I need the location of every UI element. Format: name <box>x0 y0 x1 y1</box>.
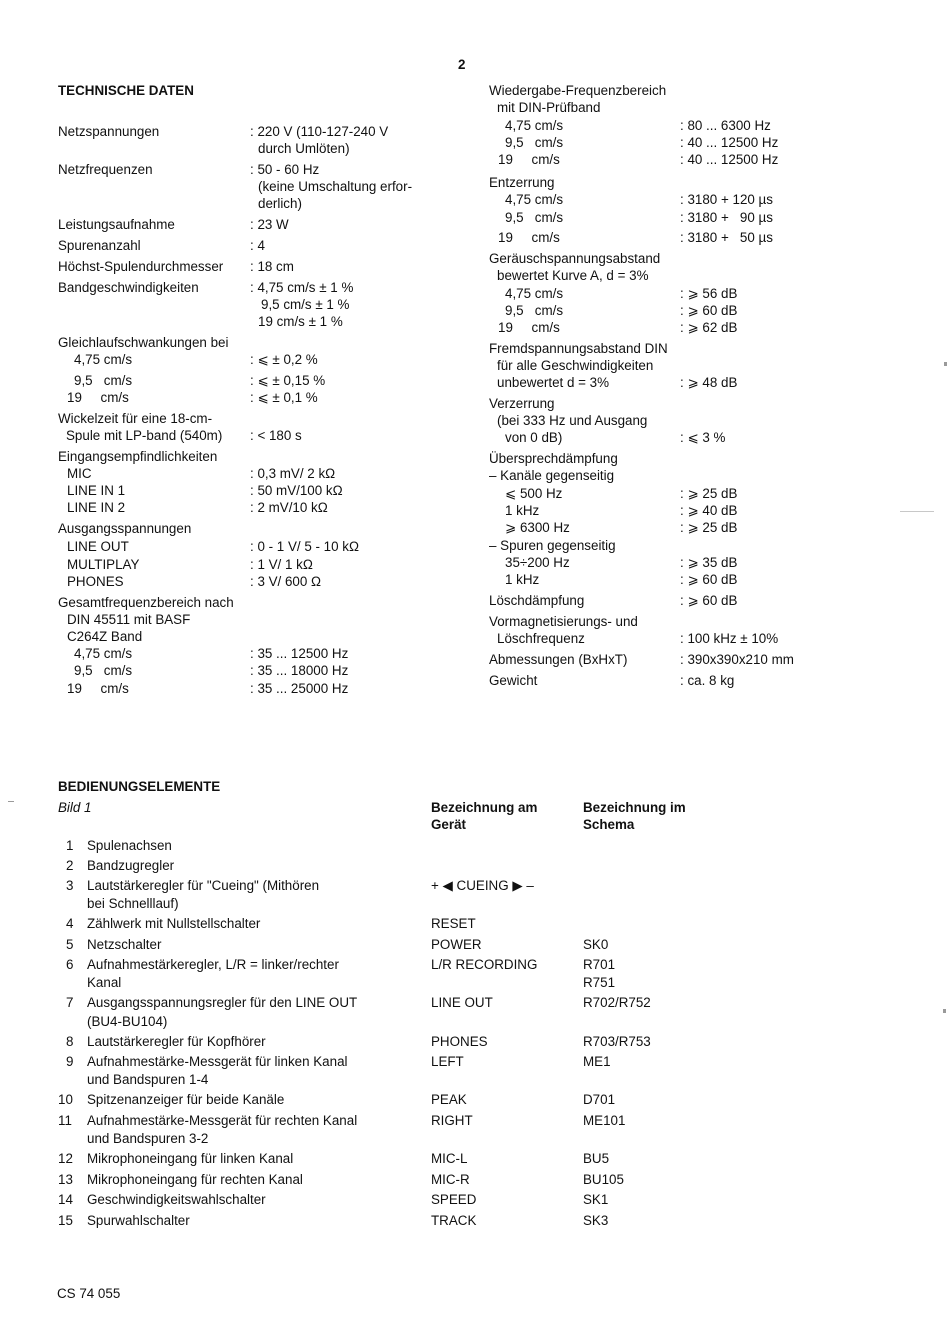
spec-label: – Kanäle gegenseitig <box>489 468 615 483</box>
item-schema-ref: R751 <box>583 975 616 990</box>
item-schema-ref: R703/R753 <box>583 1034 651 1049</box>
spec-label: ⩽ 500 Hz <box>505 486 563 501</box>
page-number: 2 <box>458 57 466 72</box>
item-schema-ref: SK1 <box>583 1192 609 1207</box>
item-description: Ausgangsspannungsregler für den LINE OUT <box>87 995 358 1010</box>
spec-label: LINE OUT <box>67 539 129 554</box>
spec-label: MULTIPLAY <box>67 557 140 572</box>
item-description: Aufnahmestärkeregler, L/R = linker/rechter <box>87 957 339 972</box>
spec-label: Wickelzeit für eine 18-cm- <box>58 411 213 426</box>
spec-value: 9,5 cm/s ± 1 % <box>261 297 350 312</box>
spec-value: : ⩾ 56 dB <box>680 286 738 301</box>
item-description: Mikrophoneingang für linken Kanal <box>87 1151 294 1166</box>
item-description: Lautstärkeregler für Kopfhörer <box>87 1034 266 1049</box>
spec-label: Übersprechdämpfung <box>489 451 618 466</box>
spec-label: DIN 45511 mit BASF <box>67 612 191 627</box>
spec-value: : ⩾ 48 dB <box>680 375 738 390</box>
spec-value: : 18 cm <box>250 259 294 274</box>
spec-value: : 80 ... 6300 Hz <box>680 118 771 133</box>
item-number: 6 <box>66 957 74 972</box>
spec-label: Wiedergabe-Frequenzbereich <box>489 83 667 98</box>
controls-heading: BEDIENUNGSELEMENTE <box>58 779 221 794</box>
spec-value: : ⩽ ± 0,1 % <box>250 390 318 405</box>
spec-label: Verzerrung <box>489 396 555 411</box>
spec-label: Gesamtfrequenzbereich nach <box>58 595 234 610</box>
spec-value: 19 cm/s ± 1 % <box>258 314 343 329</box>
item-device-label: PHONES <box>431 1034 488 1049</box>
spec-value: : 4 <box>250 238 265 253</box>
scan-mark <box>944 362 947 366</box>
item-schema-ref: R701 <box>583 957 616 972</box>
item-schema-ref: SK0 <box>583 937 609 952</box>
spec-label: Spurenanzahl <box>58 238 141 253</box>
item-description: Spurwahlschalter <box>87 1213 190 1228</box>
item-number: 10 <box>58 1092 73 1107</box>
spec-value: : 4,75 cm/s ± 1 % <box>250 280 354 295</box>
column-header-device: Gerät <box>431 817 466 832</box>
spec-value: : 3180 + 90 µs <box>680 210 773 225</box>
spec-value: : ⩾ 35 dB <box>680 555 738 570</box>
spec-value: : 35 ... 18000 Hz <box>250 663 349 678</box>
spec-label: (bei 333 Hz und Ausgang <box>497 413 648 428</box>
item-number: 9 <box>66 1054 74 1069</box>
item-number: 11 <box>58 1113 72 1128</box>
spec-value: : 2 mV/10 kΩ <box>250 500 328 515</box>
item-device-label: + ◀ CUEING ▶ – <box>431 878 534 893</box>
item-description: Bandzugregler <box>87 858 175 873</box>
spec-label: 9,5 cm/s <box>74 663 133 678</box>
spec-value: : ⩾ 60 dB <box>680 572 738 587</box>
item-description: und Bandspuren 3-2 <box>87 1131 209 1146</box>
spec-label: 19 cm/s <box>67 390 129 405</box>
item-schema-ref: ME1 <box>583 1054 611 1069</box>
item-schema-ref: SK3 <box>583 1213 609 1228</box>
item-schema-ref: R702/R752 <box>583 995 651 1010</box>
item-description: (BU4-BU104) <box>87 1014 168 1029</box>
spec-label: bewertet Kurve A, d = 3% <box>497 268 649 283</box>
spec-value: : 50 mV/100 kΩ <box>250 483 343 498</box>
spec-label: Gewicht <box>489 673 538 688</box>
scan-mark <box>900 511 934 512</box>
spec-label: C264Z Band <box>67 629 143 644</box>
spec-value: : 0,3 mV/ 2 kΩ <box>250 466 336 481</box>
item-number: 14 <box>58 1192 73 1207</box>
spec-label: Löschfrequenz <box>497 631 585 646</box>
spec-label: Löschdämpfung <box>489 593 585 608</box>
spec-value: : ⩾ 62 dB <box>680 320 738 335</box>
spec-value: : ⩽ ± 0,2 % <box>250 352 318 367</box>
item-number: 12 <box>58 1151 73 1166</box>
item-schema-ref: BU105 <box>583 1172 624 1187</box>
item-description: Spulenachsen <box>87 838 172 853</box>
item-description: Zählwerk mit Nullstellschalter <box>87 916 261 931</box>
spec-label: Bandgeschwindigkeiten <box>58 280 199 295</box>
item-device-label: POWER <box>431 937 482 952</box>
document-code: CS 74 055 <box>57 1286 121 1301</box>
spec-value: : ⩾ 25 dB <box>680 486 738 501</box>
spec-value: : 0 - 1 V/ 5 - 10 kΩ <box>250 539 359 554</box>
item-number: 8 <box>66 1034 74 1049</box>
spec-label: – Spuren gegenseitig <box>489 538 616 553</box>
item-device-label: L/R RECORDING <box>431 957 538 972</box>
item-description: Aufnahmestärke-Messgerät für rechten Kanal <box>87 1113 358 1128</box>
spec-value: : ⩽ ± 0,15 % <box>250 373 326 388</box>
column-header-schema: Schema <box>583 817 635 832</box>
item-schema-ref: BU5 <box>583 1151 610 1166</box>
item-schema-ref: ME101 <box>583 1113 626 1128</box>
spec-label: Entzerrung <box>489 175 555 190</box>
spec-label: Netzfrequenzen <box>58 162 153 177</box>
spec-label: MIC <box>67 466 92 481</box>
spec-label: 4,75 cm/s <box>74 352 133 367</box>
item-description: und Bandspuren 1-4 <box>87 1072 209 1087</box>
item-device-label: MIC-L <box>431 1151 468 1166</box>
item-description: Geschwindigkeitswahlschalter <box>87 1192 266 1207</box>
spec-label: LINE IN 2 <box>67 500 126 515</box>
item-number: 5 <box>66 937 74 952</box>
spec-label: 19 cm/s <box>67 681 129 696</box>
spec-value: : ⩾ 40 dB <box>680 503 738 518</box>
scan-mark <box>943 1009 946 1013</box>
spec-label: Netzspannungen <box>58 124 160 139</box>
item-description: bei Schnelllauf) <box>87 896 179 911</box>
spec-label: Eingangsempfindlichkeiten <box>58 449 218 464</box>
item-schema-ref: D701 <box>583 1092 616 1107</box>
spec-value: (keine Umschaltung erfor- <box>258 179 413 194</box>
item-device-label: SPEED <box>431 1192 477 1207</box>
item-device-label: RIGHT <box>431 1113 473 1128</box>
spec-label: Vormagnetisierungs- und <box>489 614 638 629</box>
spec-value: : ⩽ 3 % <box>680 430 726 445</box>
spec-value: : ⩾ 60 dB <box>680 303 738 318</box>
spec-label: PHONES <box>67 574 124 589</box>
spec-value: : < 180 s <box>250 428 302 443</box>
spec-value: : 100 kHz ± 10% <box>680 631 779 646</box>
spec-value: : 390x390x210 mm <box>680 652 794 667</box>
spec-value: : ⩾ 25 dB <box>680 520 738 535</box>
spec-value: : 40 ... 12500 Hz <box>680 152 779 167</box>
spec-label: Höchst-Spulendurchmesser <box>58 259 224 274</box>
spec-label: LINE IN 1 <box>67 483 126 498</box>
spec-label: von 0 dB) <box>505 430 563 445</box>
spec-value: : 40 ... 12500 Hz <box>680 135 779 150</box>
spec-value: : ⩾ 60 dB <box>680 593 738 608</box>
column-header-device: Bezeichnung am <box>431 800 538 815</box>
spec-label: unbewertet d = 3% <box>497 375 610 390</box>
figure-reference: Bild 1 <box>58 800 92 815</box>
spec-label: Abmessungen (BxHxT) <box>489 652 628 667</box>
item-number: 15 <box>58 1213 73 1228</box>
spec-label: 9,5 cm/s <box>74 373 133 388</box>
item-device-label: LEFT <box>431 1054 464 1069</box>
spec-label: 1 kHz <box>505 503 540 518</box>
item-device-label: RESET <box>431 916 476 931</box>
spec-value: : 35 ... 25000 Hz <box>250 681 349 696</box>
item-device-label: LINE OUT <box>431 995 493 1010</box>
spec-label: 35÷200 Hz <box>505 555 570 570</box>
spec-label: mit DIN-Prüfband <box>497 100 601 115</box>
spec-label: 9,5 cm/s <box>505 303 564 318</box>
item-number: 2 <box>66 858 74 873</box>
item-device-label: TRACK <box>431 1213 477 1228</box>
spec-label: Gleichlaufschwankungen bei <box>58 335 229 350</box>
item-device-label: MIC-R <box>431 1172 470 1187</box>
spec-value: : 3 V/ 600 Ω <box>250 574 322 589</box>
spec-value: : 1 V/ 1 kΩ <box>250 557 313 572</box>
spec-label: 4,75 cm/s <box>505 118 564 133</box>
column-header-schema: Bezeichnung im <box>583 800 686 815</box>
spec-value: : 23 W <box>250 217 289 232</box>
spec-label: Ausgangsspannungen <box>58 521 192 536</box>
item-number: 4 <box>66 916 74 931</box>
item-description: Aufnahmestärke-Messgerät für linken Kanal <box>87 1054 348 1069</box>
spec-label: Geräuschspannungsabstand <box>489 251 661 266</box>
spec-label: 19 cm/s <box>498 152 560 167</box>
item-number: 3 <box>66 878 74 893</box>
item-number: 13 <box>58 1172 73 1187</box>
spec-label: 4,75 cm/s <box>74 646 133 661</box>
spec-label: 9,5 cm/s <box>505 135 564 150</box>
item-description: Netzschalter <box>87 937 162 952</box>
item-description: Mikrophoneingang für rechten Kanal <box>87 1172 303 1187</box>
spec-value: : 3180 + 50 µs <box>680 230 773 245</box>
spec-value: : 35 ... 12500 Hz <box>250 646 349 661</box>
spec-label: Fremdspannungsabstand DIN <box>489 341 668 356</box>
spec-label: 4,75 cm/s <box>505 286 564 301</box>
spec-label: 1 kHz <box>505 572 540 587</box>
item-description: Lautstärkeregler für "Cueing" (Mithören <box>87 878 320 893</box>
item-device-label: PEAK <box>431 1092 467 1107</box>
spec-value: : 3180 + 120 µs <box>680 192 773 207</box>
item-description: Kanal <box>87 975 122 990</box>
spec-label: 19 cm/s <box>498 320 560 335</box>
item-number: 1 <box>66 838 74 853</box>
spec-value: durch Umlöten) <box>258 141 350 156</box>
spec-label: Spule mit LP-band (540m) <box>66 428 223 443</box>
tech-data-heading: TECHNISCHE DATEN <box>58 83 194 98</box>
item-number: 7 <box>66 995 74 1010</box>
item-description: Spitzenanzeiger für beide Kanäle <box>87 1092 285 1107</box>
spec-value: : 220 V (110-127-240 V <box>250 124 389 139</box>
scan-mark <box>8 801 14 802</box>
spec-label: 9,5 cm/s <box>505 210 564 225</box>
spec-label: ⩾ 6300 Hz <box>505 520 570 535</box>
spec-label: 4,75 cm/s <box>505 192 564 207</box>
spec-label: 19 cm/s <box>498 230 560 245</box>
spec-label: für alle Geschwindigkeiten <box>497 358 654 373</box>
spec-label: Leistungsaufnahme <box>58 217 175 232</box>
spec-value: derlich) <box>258 196 302 211</box>
spec-value: : ca. 8 kg <box>680 673 735 688</box>
spec-value: : 50 - 60 Hz <box>250 162 320 177</box>
